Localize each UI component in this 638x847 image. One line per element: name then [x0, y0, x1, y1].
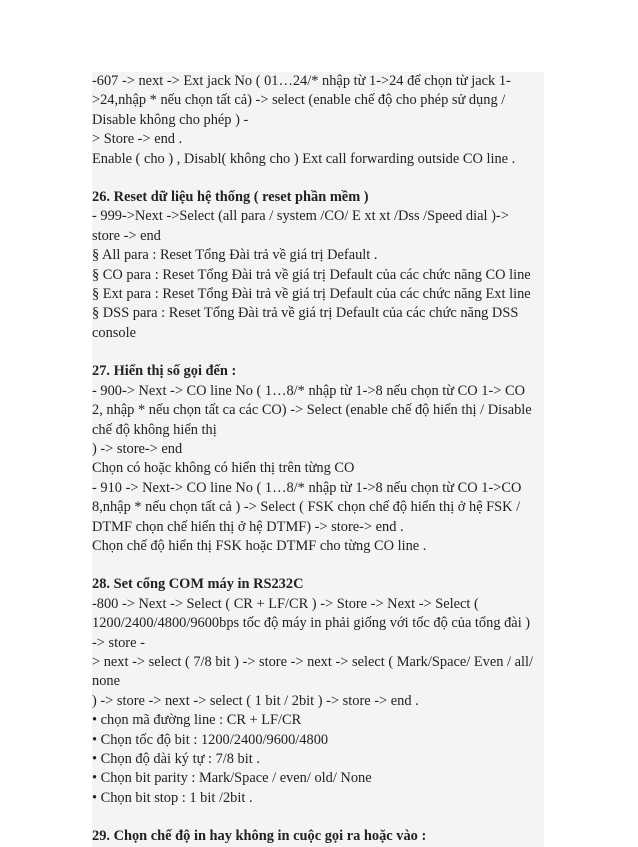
text-line: -607 -> next -> Ext jack No ( 01…24/* nhập từ 1->24 để chọn từ jack 1-	[92, 73, 511, 89]
section-heading: 28. Set cổng COM máy in RS232C	[92, 576, 304, 593]
text-line: § All para : Reset Tổng Đài trả về giá trị Default .	[92, 247, 378, 264]
text-line: 8,nhập * nếu chọn tất cả ) -> Select ( FSK chọn chế độ hiển thị ở hệ FSK /	[92, 499, 521, 516]
text-line: Chọn có hoặc không có hiển thị trên từng CO	[92, 460, 355, 477]
section-heading: 29. Chọn chế độ in hay không in cuộc gọi ra hoặc vào :	[92, 828, 427, 845]
text-line: ) -> store -> next -> select ( 1 bit / 2bit ) -> store -> end .	[92, 692, 419, 709]
text-line: 2, nhập * nếu chọn tất ca các CO) -> Select (enable chế độ hiển thị / Disable	[92, 402, 532, 419]
bullet-item: • chọn mã đường line : CR + LF/CR	[92, 712, 302, 729]
text-line: - 900-> Next -> CO line No ( 1…8/* nhập từ 1->8 nếu chọn từ CO 1-> CO	[92, 382, 525, 399]
bullet-item: • Chọn bit stop : 1 bit /2bit .	[92, 789, 253, 806]
intro-paragraph	[92, 72, 544, 169]
section-reset	[92, 188, 544, 343]
text-line: Enable ( cho ) , Disabl( không cho ) Ext call forwarding outside CO line .	[92, 150, 516, 167]
text-line: § Ext para : Reset Tổng Đài trả về giá trị Default của các chức năng Ext line	[92, 286, 531, 303]
bullet-item: • Chọn tốc độ bit : 1200/2400/9600/4800	[92, 731, 329, 748]
text-line: > next -> select ( 7/8 bit ) -> store -> next -> select ( Mark/Space/ Even / all/	[92, 653, 533, 670]
text-line: >24,nhập * nếu chọn tất cả) -> select (enable chế độ cho phép sử dụng /	[92, 92, 506, 109]
text-line: Chọn chế độ hiển thị FSK hoặc DTMF cho từng CO line .	[92, 537, 427, 554]
text-line: ) -> store-> end	[92, 440, 183, 457]
document-body	[92, 72, 544, 847]
bullet-item: • Chọn bit parity : Mark/Space / even/ old/ None	[92, 770, 372, 787]
section-heading: 27. Hiển thị số gọi đến :	[92, 363, 237, 380]
text-line: -800 -> Next -> Select ( CR + LF/CR ) -> Store -> Next -> Select (	[92, 595, 479, 612]
text-line: chế độ không hiển thị	[92, 421, 217, 438]
text-line: -> store -	[92, 634, 145, 651]
text-line: - 910 -> Next-> CO line No ( 1…8/* nhập từ 1->8 nếu chọn từ CO 1->CO	[92, 479, 522, 496]
text-line: console	[92, 324, 136, 341]
text-line: 1200/2400/4800/9600bps tốc độ máy in phải giống với tốc độ của tổng đài )	[92, 615, 531, 632]
text-line: § DSS para : Reset Tổng Đài trả về giá trị Default của các chức năng DSS	[92, 305, 519, 322]
text-line: DTMF chọn chế hiển thị ở hệ DTMF) -> store-> end .	[92, 518, 404, 535]
section-heading: 26. Reset dữ liệu hệ thống ( reset phần mềm )	[92, 189, 369, 206]
text-line: > Store -> end .	[92, 131, 183, 148]
text-line: Disable không cho phép ) -	[92, 111, 249, 128]
text-line: - 999->Next ->Select (all para / system /CO/ E xt xt /Dss /Speed dial )->	[92, 208, 509, 225]
bullet-item: • Chọn độ dài ký tự : 7/8 bit .	[92, 751, 260, 767]
text-line: store -> end	[92, 227, 161, 244]
section-com-port	[92, 575, 544, 808]
text-line: § CO para : Reset Tổng Đài trả về giá trị Default của các chức năng CO line	[92, 266, 531, 283]
section-print-mode	[92, 827, 544, 846]
text-line: none	[92, 673, 120, 690]
section-caller-id	[92, 362, 544, 556]
